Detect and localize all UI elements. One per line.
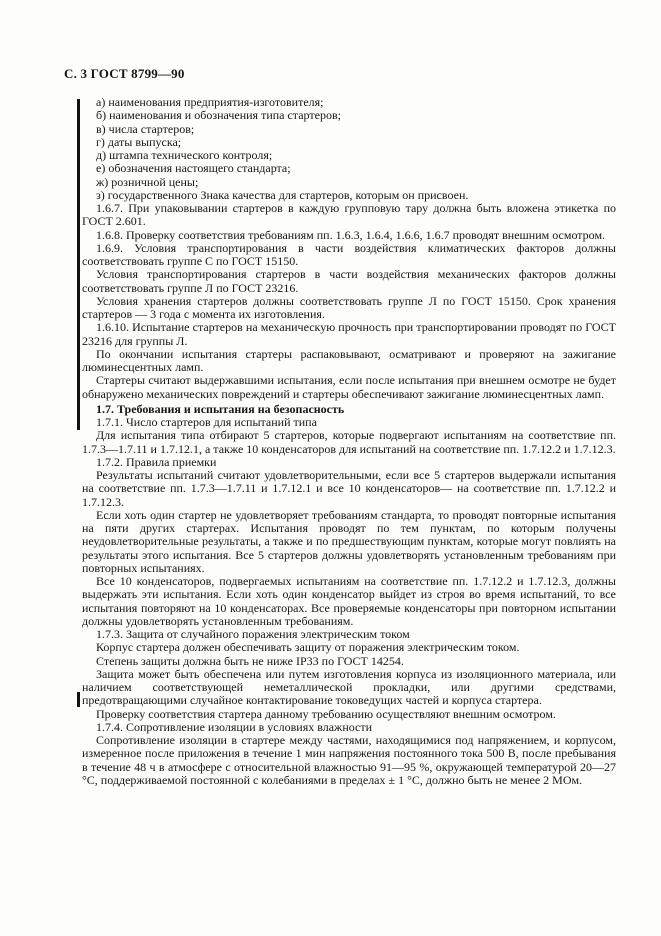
paragraph: Стартеры считают выдержавшими испытания, если после испытания при внешнем осмотре не будет обнаружено механических повреждений и стартеры обеспечивают зажигание люминесцентных ламп. xyxy=(82,373,616,401)
list-item: в) числа стартеров; xyxy=(96,121,195,136)
list-item: е) обозначения настоящего стандарта; xyxy=(96,161,291,176)
paragraph: Защита может быть обеспечена или путем изготовления корпуса из изоляционного материала, или наличием соответствующей неметаллической прокладки, или другими средствами, предотвращающими случайное контактирование токоведущих частей и корпуса стартера. xyxy=(82,666,616,708)
change-bar-main xyxy=(77,99,80,430)
paragraph: 1.7.1. Число стартеров для испытаний типа xyxy=(96,415,317,429)
list-item: а) наименования предприятия-изготовителя; xyxy=(96,95,324,109)
paragraph: Степень защиты должна быть не ниже IP33 по ГОСТ 14254. xyxy=(96,653,404,668)
paragraph: По окончании испытания стартеры распаковывают, осматривают и проверяют на зажигание люминесцентных ламп. xyxy=(82,346,616,374)
paragraph: Все 10 конденсаторов, подвергаемых испытаниям на соответствие пп. 1.7.12.2 и 1.7.12.3, должны выдержать эти испытания. Если хоть один конденсатор выйдет из строя во время испытаний, то все испытания повторяют на 10 конденсаторах. Все проверяемые конденсаторы при повторном испытании должны удовлетворять установленным требованиям. xyxy=(82,574,616,628)
paragraph: 1.7.3. Защита от случайного поражения электрическим током xyxy=(96,627,410,641)
paragraph: 1.7.4. Сопротивление изоляции в условиях влажности xyxy=(96,719,373,734)
paragraph: 1.7.2. Правила приемки xyxy=(96,454,217,469)
paragraph: 1.6.10. Испытание стартеров на механическую прочность при транспортировании проводят по ГОСТ 23216 для группы Л. xyxy=(82,320,616,348)
list-item: д) штампа технического контроля; xyxy=(96,148,273,162)
list-item: б) наименования и обозначения типа стартеров; xyxy=(96,108,341,123)
paragraph: Условия хранения стартеров должны соответствовать группе Л по ГОСТ 15150. Срок хранения стартеров — 3 года с момента их изготовления. xyxy=(82,293,616,321)
list-item: з) государственного Знака качества для стартеров, которым он присвоен. xyxy=(96,187,469,202)
paragraph: Сопротивление изоляции в стартере между частями, находящимися под напряжением, и корпусом, измеренное после приложения в течение 1 мин напряжения постоянного тока 500 В, после пребывания в течение 48 ч в атмосфере с относительной влажностью 91—95 %, окружающей температурой 20—27 °С, поддерживаемой постоянной с колебаниями в пределах ± 1 °С, должно быть не менее 2 МОм. xyxy=(82,733,616,787)
section-heading: 1.7. Требования и испытания на безопасность xyxy=(96,401,345,416)
list-item: г) даты выпуска; xyxy=(96,134,182,149)
change-bar-secondary xyxy=(77,692,80,707)
paragraph: Для испытания типа отбирают 5 стартеров, которые подвергают испытаниям на соответствие пп. 1.7.3—1.7.11 и 1.7.12.1, а также 10 конденсаторов для испытаний на соответствие пп. 1.7.12.2 и 1.7.12.3. xyxy=(82,428,616,456)
paragraph: Если хоть один стартер не удовлетворяет требованиям стандарта, то проводят повторные испытания на пяти других стартерах. Испытания проводят по тем пунктам, по которым получены неудовлетворительные результаты, а также и по предшествующим пунктам, которые могут повлиять на результаты этого испытания. Все 5 стартеров должны удовлетворять установленным требованиям при повторных испытаниях. xyxy=(82,507,616,575)
paragraph: Проверку соответствия стартера данному требованию осуществляют внешним осмотром. xyxy=(96,706,556,721)
document-body xyxy=(82,96,616,787)
paragraph: 1.6.9. Условия транспортирования в части воздействия климатических факторов должны соответствовать группе С по ГОСТ 15150. xyxy=(82,240,616,268)
paragraph: 1.6.8. Проверку соответствия требованиям пп. 1.6.3, 1.6.4, 1.6.6, 1.6.7 проводят внешним осмотром. xyxy=(96,227,606,242)
paragraph: Корпус стартера должен обеспечивать защиту от поражения электрическим током. xyxy=(96,640,520,655)
page-header: С. 3 ГОСТ 8799—90 xyxy=(64,66,185,81)
paragraph: Условия транспортирования стартеров в части воздействия механических факторов должны соответствовать группе Л по ГОСТ 23216. xyxy=(82,267,616,295)
paragraph: Результаты испытаний считают удовлетворительными, если все 5 стартеров выдержали испытания на соответствие пп. 1.7.3—1.7.11 и 1.7.12.1 и все 10 конденсаторов— на соответствие пп. 1.7.12.2 и 1.7.12.3. xyxy=(82,468,616,509)
paragraph: 1.6.7. При упаковывании стартеров в каждую групповую тару должна быть вложена этикетка по ГОСТ 2.601. xyxy=(82,201,616,229)
list-item: ж) розничной цены; xyxy=(96,174,199,189)
